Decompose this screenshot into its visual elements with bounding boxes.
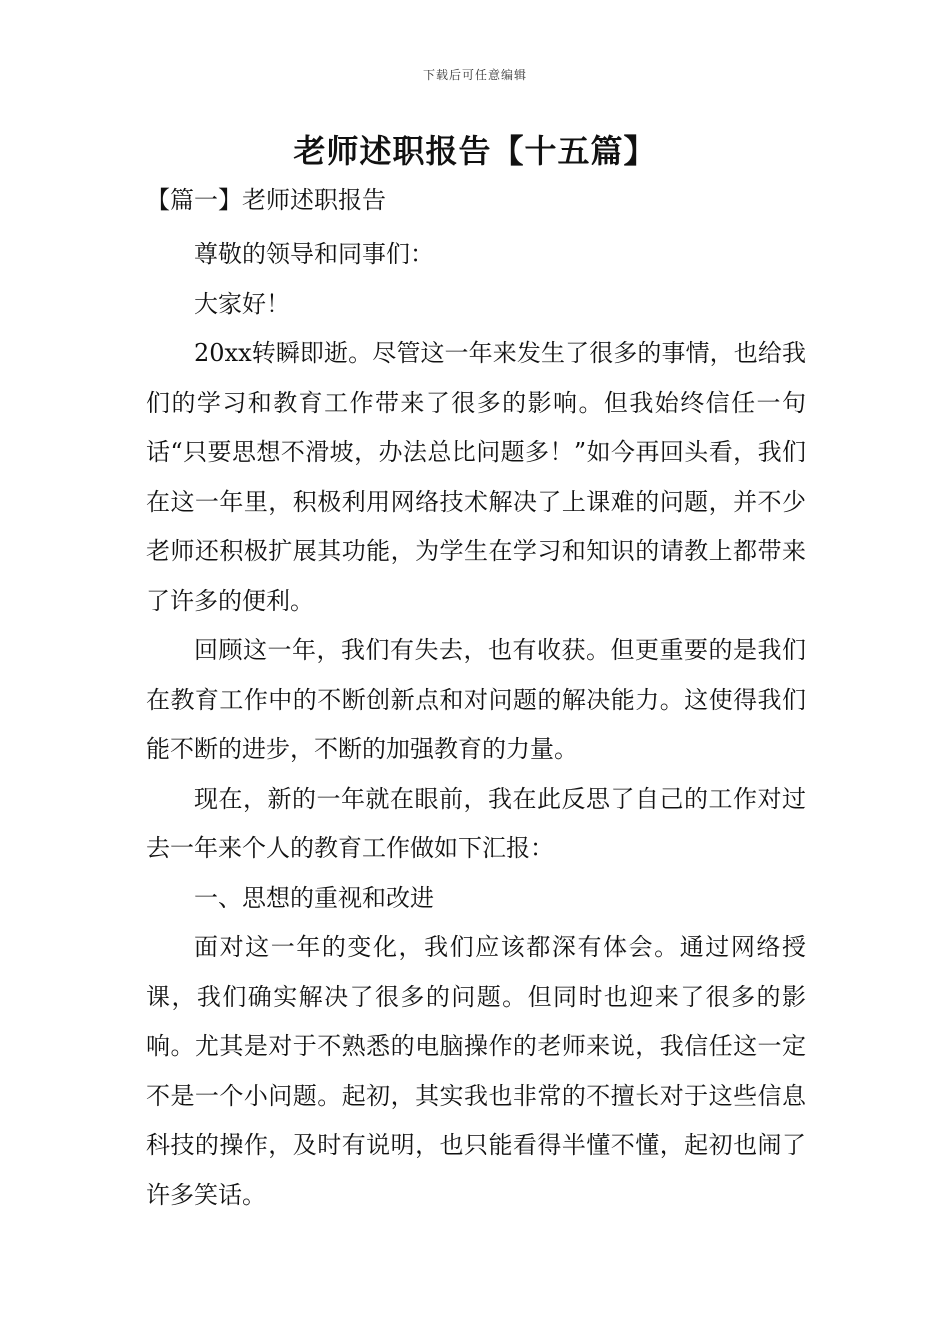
body-paragraph: 20xx转瞬即逝。尽管这一年来发生了很多的事情，也给我们的学习和教育工作带来了很多的影响。但我始终信任一句话“只要思想不滑坡，办法总比问题多！”如今再回头看，我们在这一年里，积极利用网络技术解决了上课难的问题，并不少老师还积极扩展其功能，为学生在学习和知识的请教上都带来了许多的便利。	[146, 339, 806, 615]
document-title: 老师述职报告【十五篇】	[293, 132, 657, 170]
salutation: 尊敬的领导和同事们：	[194, 240, 434, 268]
body-paragraph: 回顾这一年，我们有失去，也有收获。但更重要的是我们在教育工作中的不断创新点和对问题的解决能力。这使得我们能不断的进步，不断的加强教育的力量。	[146, 636, 806, 763]
subsection-heading: 一、思想的重视和改进	[194, 883, 434, 912]
body-paragraph: 现在，新的一年就在眼前，我在此反思了自己的工作对过去一年来个人的教育工作做如下汇报：	[146, 784, 806, 862]
header-note: 下载后可任意编辑	[422, 68, 527, 82]
section-heading: 【篇一】老师述职报告	[146, 186, 386, 214]
greeting: 大家好！	[194, 289, 290, 318]
body-paragraph: 面对这一年的变化，我们应该都深有体会。通过网络授课，我们确实解决了很多的问题。但同时也迎来了很多的影响。尤其是对于不熟悉的电脑操作的老师来说，我信任这一定不是一个小问题。起初，其实我也非常的不擅长对于这些信息科技的操作，及时有说明，也只能看得半懂不懂，起初也闹了许多笑话。	[146, 933, 806, 1209]
document-body	[146, 230, 806, 1220]
